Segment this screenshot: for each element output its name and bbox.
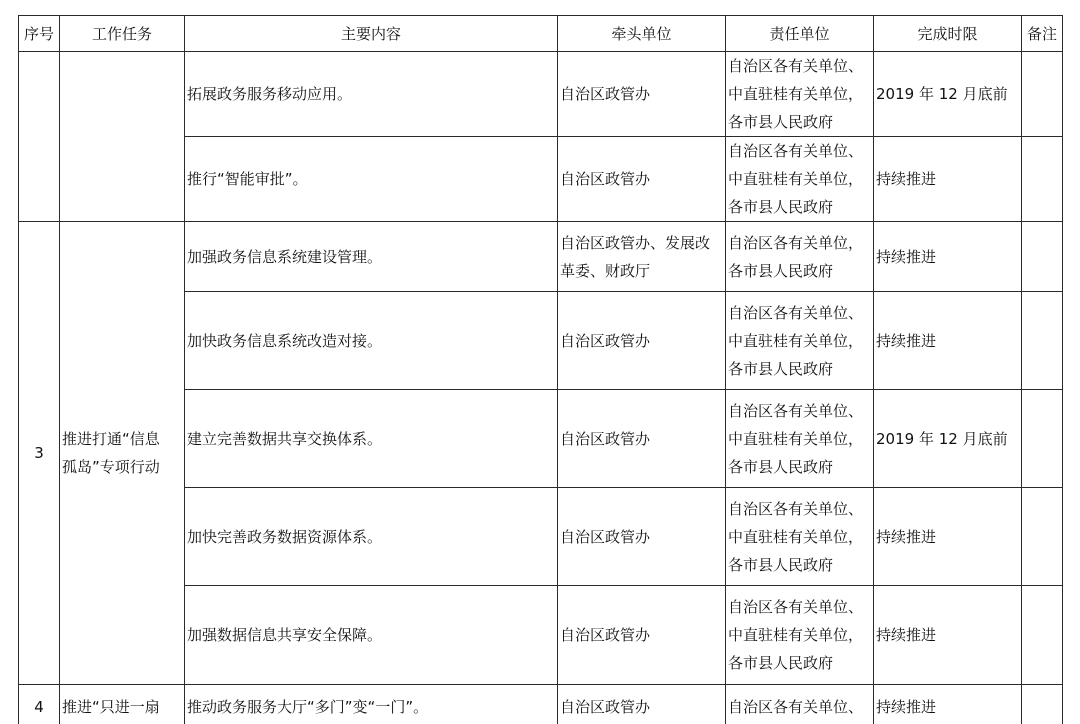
deadline-cell: 持续推进 [874,292,1022,390]
responsible-line: 自治区各有关单位、 [728,499,864,518]
deadline-cell: 持续推进 [874,137,1022,222]
note-cell [1022,52,1063,137]
responsible-line: 中直驻桂有关单位， [728,85,864,103]
row-number-cell: 4 [19,685,60,724]
content-cell: 加强政务信息系统建设管理。 [185,222,558,292]
responsible-line: 自治区各有关单位、 [728,697,864,716]
note-cell [1022,685,1063,724]
responsible-line: 中直驻桂有关单位， [728,170,864,188]
lead-cell: 自治区政管办 [558,292,726,390]
responsible-line: 各市县人民政府 [728,457,834,476]
responsible-cell [726,137,874,222]
content-cell: 推行“智能审批”。 [185,137,558,222]
responsible-line: 自治区各有关单位、 [728,401,864,420]
task-line: 推进打通“信息 [62,430,160,448]
note-cell [1022,586,1063,685]
table-row [19,222,1063,292]
task-cell [60,222,185,685]
header-content: 主要内容 [185,16,558,52]
content-cell: 拓展政务服务移动应用。 [185,52,558,137]
responsible-line: 各市县人民政府 [728,555,834,574]
row-number-cell: 3 [19,222,60,685]
table-row [19,52,1063,137]
responsible-line: 各市县人民政府 [728,261,834,280]
responsible-cell [726,488,874,586]
lead-line: 自治区政管办、发展改 [560,233,711,252]
note-cell [1022,222,1063,292]
responsible-cell [726,222,874,292]
responsible-line: 各市县人民政府 [728,359,834,378]
task-line: 孤岛”专项行动 [62,458,160,476]
responsible-line: 中直驻桂有关单位， [728,626,864,644]
task-table [18,15,1063,724]
responsible-cell [726,390,874,488]
content-cell: 推动政务服务大厅“多门”变“一门”。 [185,685,558,724]
header-deadline: 完成时限 [874,16,1022,52]
lead-cell: 自治区政管办 [558,488,726,586]
responsible-line: 自治区各有关单位、 [728,303,864,322]
responsible-line: 中直驻桂有关单位， [728,527,864,546]
responsible-cell [726,292,874,390]
task-cell [60,52,185,222]
note-cell [1022,137,1063,222]
content-cell: 建立完善数据共享交换体系。 [185,390,558,488]
content-cell: 加强数据信息共享安全保障。 [185,586,558,685]
lead-cell: 自治区政管办 [558,52,726,137]
lead-cell: 自治区政管办 [558,685,726,724]
deadline-cell: 2019 年 12 月底前 [874,390,1022,488]
deadline-cell: 持续推进 [874,488,1022,586]
header-responsible: 责任单位 [726,16,874,52]
responsible-line: 自治区各有关单位， [728,233,864,252]
lead-cell: 自治区政管办 [558,586,726,685]
deadline-cell: 2019 年 12 月底前 [874,52,1022,137]
responsible-line: 中直驻桂有关单位， [728,429,864,448]
header-task: 工作任务 [60,16,185,52]
note-cell [1022,488,1063,586]
lead-line: 革委、财政厅 [560,261,651,280]
deadline-cell: 持续推进 [874,685,1022,724]
responsible-line: 自治区各有关单位、 [728,142,864,160]
task-line: 推进“只进一扇 [62,697,160,716]
responsible-line: 自治区各有关单位、 [728,598,864,616]
note-cell [1022,390,1063,488]
responsible-line: 中直驻桂有关单位， [728,331,864,350]
responsible-line: 各市县人民政府 [728,198,834,216]
responsible-line: 各市县人民政府 [728,654,834,672]
responsible-cell [726,586,874,685]
responsible-cell [726,685,874,724]
lead-cell: 自治区政管办 [558,390,726,488]
deadline-cell: 持续推进 [874,222,1022,292]
header-no: 序号 [19,16,60,52]
lead-cell [558,222,726,292]
responsible-cell [726,52,874,137]
note-cell [1022,292,1063,390]
content-cell: 加快完善政务数据资源体系。 [185,488,558,586]
responsible-line: 各市县人民政府 [728,113,834,131]
header-lead: 牵头单位 [558,16,726,52]
table-row [19,685,1063,724]
table-header-row [19,16,1063,52]
deadline-cell: 持续推进 [874,586,1022,685]
task-cell [60,685,185,724]
header-note: 备注 [1022,16,1063,52]
lead-cell: 自治区政管办 [558,137,726,222]
responsible-line: 自治区各有关单位、 [728,57,864,75]
row-number-cell [19,52,60,222]
content-cell: 加快政务信息系统改造对接。 [185,292,558,390]
